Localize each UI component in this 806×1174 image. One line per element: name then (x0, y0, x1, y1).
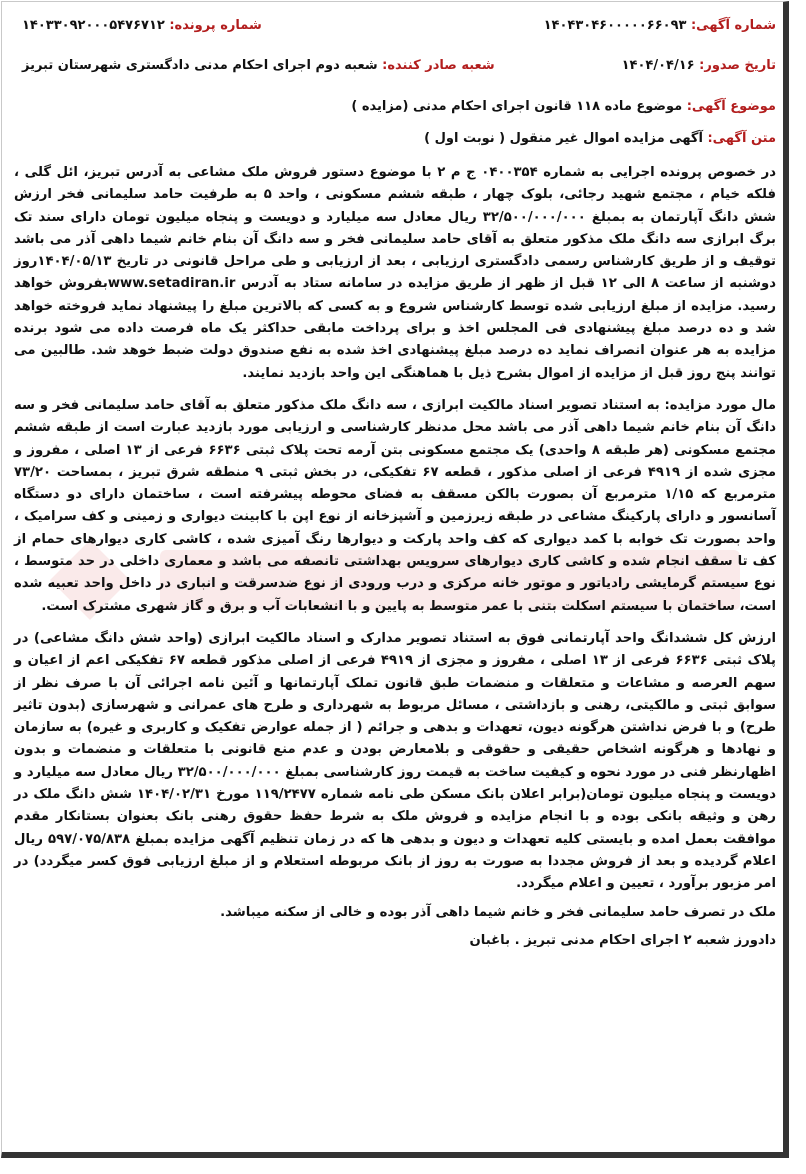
ad-number (544, 18, 776, 33)
issuer-value: شعبه دوم اجرای احکام مدنی دادگستری شهرستان تبریز (22, 57, 378, 73)
issue-date-label: تاریخ صدور: (699, 57, 776, 73)
paragraph-valuation: ارزش کل ششدانگ واحد آپارتمانی فوق به استناد تصویر مدارک و اسناد مالکیت ابرازی (واحد شش دانگ مشاعی) در پلاک ثبتی ۶۶۳۶ فرعی از ۱۳ اصلی ، مفروز و مجزی از ۴۹۱۹ فرعی از اصلی مذکور قطعه ۶۷ تفکیکی اعم از اعیان و سهم العرصه و مشاعات و متعلقات و منضمات طبق قانون تملک آپارتمانها و آئین نامه اجرائی آن با صرف نظر از سوابق ثبتی و مالکیتی، رهنی و بازداشتی ، مسائل مربوط به شهرداری و طرح های عمرانی و شهرسازی (بدون تاثیر طرح) و با فرض نداشتن هرگونه دیون، تعهدات و بدهی و جرائم ( از جمله عوارض تفکیک و کاربری و غیره) به سازمان و نهادها و هرگونه اشخاص حقیقی و حقوقی و بلامعارض بودن و عدم منع قانونی با متعلقات و منضمات و بدون اظهارنظر فنی در مورد نحوه و کیفیت ساخت به قیمت روز کارشناسی بمبلغ ۳۲/۵۰۰/۰۰۰/۰۰۰ ریال معادل سه میلیارد و دویست و پنجاه میلیون تومان(برابر اعلان بانک مسکن طی نامه شماره ۱۱۹/۲۴۷۷ مورخ ۱۴۰۴/۰۲/۳۱ شش دانگ ملک در رهن و وثیقه بانکی بوده و با انجام مزایده و فروش ملک به شرط حفظ حقوق رهنی بانک بعنوان بستانکار مقدم موافقت بعمل امده و بایستی کلیه تعهدات و دیون و بدهی ها که در زمان تنظیم آگهی مزایده بمبلغ ۵۹۷/۰۷۵/۸۳۸ ریال اعلام گردیده و بعد از فروش مجددا به صورت به روز از بانک مربوطه استعلام و از مبلغ ارزیابی فوق کسر میگردد) در امر مزبور برآورد ، تعیین و اعلام میگردد. (14, 630, 777, 892)
ad-number-label: شماره آگهی: (690, 17, 776, 33)
subject-line (8, 96, 782, 118)
case-number-label: شماره پرونده: (169, 17, 262, 33)
case-number-value: ۱۴۰۳۳۰۹۲۰۰۰۵۴۷۶۷۱۲ (22, 17, 165, 33)
paragraph-occupancy: ملک در تصرف حامد سلیمانی فخر و خانم شیما داهی آذر بوده و خالی از سکنه میباشد. (220, 904, 776, 920)
text-heading-line (8, 128, 782, 150)
case-number (22, 18, 262, 33)
issue-date (622, 58, 776, 73)
paragraph-property-description: مال مورد مزایده: به استناد تصویر اسناد مالکیت ابرازی ، سه دانگ ملک مذکور متعلق به آقای حامد سلیمانی فخر و سه دانگ آن بنام خانم شیما داهی آذر می باشد محل مدنظر کارشناسی و ارزیابی مورد بازدید عبارت است از طبقه ششم مجتمع مسکونی (هر طبقه ۸ واحدی) یک مجتمع مسکونی بتن آرمه تحت پلاک ثبتی ۶۶۳۶ فرعی از ۱۳ اصلی ، مفروز و مجزی شده از ۴۹۱۹ فرعی از اصلی مذکور ، قطعه ۶۷ تفکیکی، در بخش ثبتی ۹ منطقه شرق تبریز ، بمساحت ۷۳/۲۰ مترمربع که ۱/۱۵ مترمربع آن بصورت بالکن مسقف به فضای محوطه پیشرفته است ، ساختمان دارای دو دستگاه آسانسور و دارای پارکینگ مشاعی در طبقه زیرزمین و آشپزخانه از نوع اپن با کابینت دیواری و زمینی و کف سرامیک ، واحد بصورت تک خوابه با کمد دیواری که کف واحد پارکت و دیوارها رنگ آمیزی شده ، کاشی کاری دیوارهای حمام از کف تا سقف انجام شده و کاشی کاری دیوارهای سرویس بهداشتی تانصفه می باشد و معماری داخلی در حد متوسط ، نوع سیستم گرمایشی رادیاتور و موتور خانه مرکزی و درب ورودی از نوع ضدسرقت و انباری در داخل واحد تعبیه شده است، ساختمان با سیستم اسکلت بتنی با عمر متوسط به پایین و با انشعابات آب و برق و گاز شهری مشترک است. (14, 397, 777, 614)
subject-label: موضوع آگهی: (686, 99, 776, 114)
issue-date-value: ۱۴۰۴/۰۴/۱۶ (621, 57, 695, 73)
paragraph-auction-details: در خصوص پرونده اجرایی به شماره ۰۴۰۰۳۵۴ ج م ۲ با موضوع دستور فروش ملک مشاعی به آدرس تبریز، ائل گلی ، فلکه خیام ، مجتمع شهید رجائی، بلوک چهار ، طبقه ششم مسکونی ، واحد ۵ به طرفیت حامد سلیمانی فخر ارزش شش دانگ آپارتمان به بمبلغ ۳۲/۵۰۰/۰۰۰/۰۰۰ ریال معادل سه میلیارد و دویست و پنجاه میلیون تومان دارای سند تک برگ ابرازی سه دانگ ملک مذکور متعلق به آقای حامد سلیمانی فخر و سه دانگ آن بنام خانم شیما داهی آذر می باشد توقیف و از طریق کارشناس رسمی دادگستری ارزیابی ، بعد از ارزیابی و طی مراحل قانونی در تاریخ ۱۴۰۴/۰۵/۱۳روز دوشنبه از ساعت ۸ الی ۱۲ قبل از ظهر از طریق مزایده در سامانه ستاد به آدرس www.setadiran.irبفروش خواهد رسید. مزایده از مبلغ ارزیابی شده توسط کارشناس شروع و به کسی که بالاترین مبلغ را پیشنهاد نماید فروخته خواهد شد و ده درصد مبلغ پیشنهادی فی المجلس اخذ و برای پرداخت مابقی حداکثر یک ماه فرصت داده می شود برنده مزایده به هر عنوان انصراف نماید ده درصد مبلغ پیشنهادی اخذ شده به نفع صندوق دولت ضبط خوهد شد. طالبین می توانند پنج روز قبل از مزایده از اموال بشرح ذیل با هماهنگی این واحد بازدید نمایند. (14, 165, 777, 381)
text-heading-label: متن آگهی: (707, 131, 776, 146)
auction-notice (8, 10, 782, 952)
meta-row-numbers (8, 10, 782, 40)
subject-value: موضوع ماده ۱۱۸ قانون اجرای احکام مدنی (مزایده ) (351, 99, 683, 114)
issuer-label: شعبه صادر کننده: (382, 57, 495, 73)
ad-number-value: ۱۴۰۴۳۰۴۶۰۰۰۰۰۶۶۰۹۳ (543, 17, 687, 33)
signature: دادورز شعبه ۲ اجرای احکام مدنی تبریز . باغبان (469, 932, 776, 948)
issuer (22, 58, 495, 73)
text-heading-value: آگهی مزایده اموال غیر منقول ( نوبت اول ) (424, 131, 703, 146)
meta-row-issue (8, 50, 782, 80)
